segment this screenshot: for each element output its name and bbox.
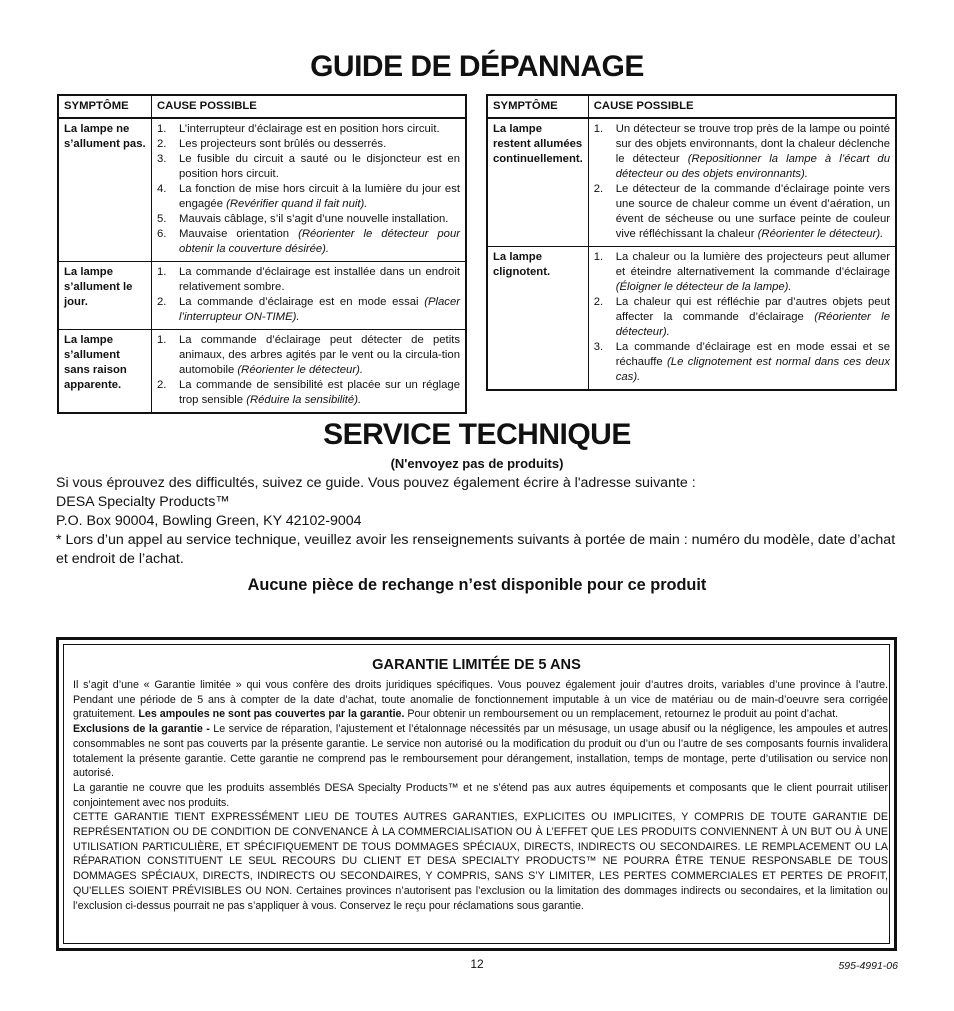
table-row: [58, 262, 466, 330]
cause-item: 2. La commande d’éclairage est en mode essai (Placer l’interrupteur ON-TIME).: [157, 296, 460, 323]
service-subheading: (N'envoyez pas de produits): [390, 456, 564, 471]
service-line-1: Si vous éprouvez des difficultés, suivez ce guide. Vous pouvez également écrire à l'adresse suivante :: [56, 475, 696, 491]
warranty-box: [56, 637, 897, 951]
troubleshooting-table-left: [57, 94, 467, 414]
symptom-cell: La lampe s’allument sans raison apparente.: [58, 330, 152, 414]
warranty-paragraph: Il s’agit d’une « Garantie limitée » qui vous confère des droits juridiques spécifiques. Vous pouvez également jouir d’autres droits, variables d’une province à l’autre. Pendant une période de 5 ans à compter de la date d’achat, toute anomalie de fonctionnement imputable à un vice de matériau ou de main-d’oeuvre sera corrigée gratuitement. Les ampoules ne sont pas couvertes par la garantie. Pour obtenir un remboursement ou un remplacement, retournez le produit au point d’achat.: [73, 679, 888, 721]
cause-cell: [588, 247, 896, 391]
warranty-paragraph: La garantie ne couvre que les produits assemblés DESA Specialty Products™ et ne s’étend pas aux autres équipements et composants que le client pourrait utiliser conjointement avec nos produits.: [73, 781, 888, 809]
cause-item: 2. La commande de sensibilité est placée sur un réglage trop sensible (Réduire la sensibilité).: [157, 379, 460, 406]
table-row: [58, 330, 466, 414]
service-call-note: * Lors d’un appel au service technique, veuillez avoir les renseignements suivants à portée de main : numéro du modèle, date d’achat et endroit de l’achat.: [56, 532, 896, 567]
cause-item: 2. Le détecteur de la commande d’éclairage pointe vers une source de chaleur comme un évent d’aération, un évent de sécheuse ou une surface peinte de couleur vive réfléchissant la chaleur (Réorienter le détecteur).: [593, 183, 890, 240]
cause-item: 6. Mauvaise orientation (Réorienter le détecteur pour obtenir la couverture désirée).: [157, 228, 460, 255]
table-row: [487, 247, 896, 391]
warranty-exclusions: Exclusions de la garantie - Le service de réparation, l’ajustement et l’étalonnage nécessités par un mésusage, un usage abusif ou la négligence, les ampoules et autres consommables ne sont pas couverts par la présente garantie. Le service non autorisé ou la modification du produit ou d’un ou l’autre de ses composants fournis invalidera totalement la présente garantie. Cette garantie ne comprend pas le remboursement pour dérangement, installation, temps de montage, perte d’utilisation ou service non autorisé.: [73, 723, 888, 780]
cause-item: 1. La commande d’éclairage est installée dans un endroit relativement sombre.: [157, 266, 460, 293]
warranty-body: [73, 678, 888, 913]
symptom-cell: La lampe s’allument le jour.: [58, 262, 152, 330]
cause-item: 2. La chaleur qui est réfléchie par d’autres objets peut affecter la commande d’éclairage (Réorienter le détecteur).: [593, 296, 890, 338]
cause-item: 2. Les projecteurs sont brûlés ou desserrés.: [157, 138, 387, 150]
symptom-header: SYMPTÔME: [58, 95, 152, 118]
table-row: [58, 118, 466, 262]
cause-item: 1. La commande d’éclairage peut détecter de petits animaux, des arbres agités par le vent ou la circula-tion automobile (Réorienter le détecteur).: [157, 334, 460, 376]
cause-item: 1. Un détecteur se trouve trop près de la lampe ou pointé sur des objets environnants, dont la chaleur déclenche le détecteur (Repositionner la lampe à l’écart du détecteur ou des objets environnants).: [593, 123, 890, 180]
cause-item: 4. La fonction de mise hors circuit à la lumière du jour est engagée (Revérifier quand il fait nuit).: [157, 183, 460, 210]
warranty-disclaimer: CETTE GARANTIE TIENT EXPRESSÉMENT LIEU DE TOUTES AUTRES GARANTIES, EXPLICITES OU IMPLICITES, Y COMPRIS DE TOUTE GARANTIE DE REPRÉSENTATION OU DE CONDITION DE CONVENANCE À LA COMMERCIALISATION OU À L’EFFET QUE LES PRODUITS CONVIENNENT À UN BUT OU À UNE UTILISATION PARTICULIÈRE, ET SPÉCIFIQUEMENT DE TOUS DOMMAGES SPÉCIAUX, DIRECTS, INDIRECTS OU SECONDAIRES. LE REMPLACEMENT OU LA RÉPARATION CONSTITUENT LE SEUL RECOURS DU CLIENT ET DESA SPECIALTY PRODUCTS™ NE POURRA ÊTRE TENUE RESPONSABLE DE TOUS DOMMAGES SPÉCIAUX, DIRECTS, INDIRECTS OU SECONDAIRES, Y COMPRIS, SANS S’Y LIMITER, LES PERTES COMMERCIALES ET PERTES DE PROFIT, QU’ELLES SOIENT PRÉVISIBLES OU NON. Certaines provinces n’autorisent pas l’exclusion ou la limitation des dommages indirects ou secondaires, et la limitation ou l’exclusion ci-dessus pourrait ne pas s’appliquer à vous. Conservez le reçu pour réclamations sous garantie.: [73, 811, 888, 912]
symptom-cell: La lampe clignotent.: [487, 247, 588, 391]
cause-header: CAUSE POSSIBLE: [588, 95, 896, 118]
warranty-title: GARANTIE LIMITÉE DE 5 ANS: [372, 657, 581, 673]
document-number: 595-4991-06: [838, 960, 898, 972]
troubleshooting-table-right: [486, 94, 897, 391]
symptom-cell: La lampe ne s’allument pas.: [64, 123, 146, 150]
cause-item: 3. La commande d’éclairage est en mode essai et se réchauffe (Le clignotement est normal dans ces deux cas).: [593, 341, 890, 383]
warranty-inner-border: [63, 644, 890, 944]
cause-item: 3. Le fusible du circuit a sauté ou le disjoncteur est en position hors circuit.: [157, 153, 460, 180]
cause-cell: [152, 330, 467, 414]
cause-cell: [588, 118, 896, 247]
cause-item: 1. L’interrupteur d’éclairage est en position hors circuit.: [157, 123, 440, 135]
table-row: [487, 118, 896, 247]
cause-cell: [152, 118, 467, 262]
cause-cell: [152, 262, 467, 330]
symptom-cell: La lampe restent allumées continuellement.: [493, 123, 583, 165]
symptom-header: SYMPTÔME: [487, 95, 588, 118]
cause-item: 5. Mauvais câblage, s’il s’agit d’une nouvelle installation.: [157, 213, 449, 225]
company-name: DESA Specialty Products™: [56, 494, 230, 510]
troubleshooting-title: GUIDE DE DÉPANNAGE: [310, 50, 644, 83]
page-number: 12: [470, 957, 484, 971]
cause-item: 1. La chaleur ou la lumière des projecteurs peut allumer et éteindre alternativement la commande d’éclairage (Éloigner le détecteur de la lampe).: [593, 251, 890, 293]
no-parts-notice: Aucune pièce de rechange n’est disponible pour ce produit: [247, 576, 707, 594]
cause-header: CAUSE POSSIBLE: [152, 95, 467, 118]
company-address: P.O. Box 90004, Bowling Green, KY 42102-9004: [56, 513, 362, 529]
service-title: SERVICE TECHNIQUE: [323, 418, 631, 451]
